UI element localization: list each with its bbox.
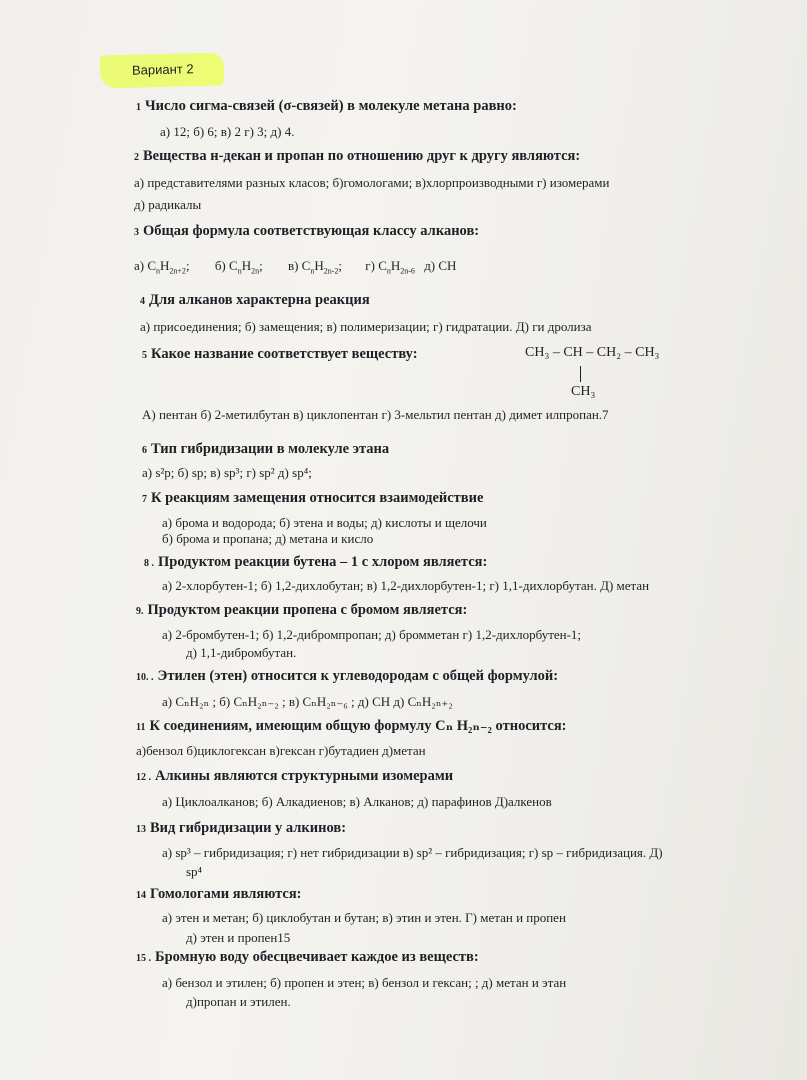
question-text: Вид гибридизации у алкинов: bbox=[150, 820, 347, 836]
question-text: Продуктом реакции пропена с бромом является: bbox=[147, 602, 468, 618]
option-g: г) $C_nH_{2n-6}$ bbox=[365, 258, 415, 276]
question-number: 10. . bbox=[136, 672, 154, 683]
question-number: 15 . bbox=[136, 953, 151, 964]
question-14-options-cont: д) этен и пропен15 bbox=[186, 930, 291, 945]
option-b: б) $C_nH_{2n}$; bbox=[214, 258, 263, 276]
question-number: 3 bbox=[134, 227, 139, 238]
question-text: Гомологами являются: bbox=[150, 886, 302, 902]
question-number: 1 bbox=[136, 102, 141, 113]
question-6-options: а) s²p; б) sp; в) sp³; г) sp² д) sp⁴; bbox=[142, 465, 312, 480]
question-14-options: а) этен и метан; б) циклобутан и бутан; в) этин и этен. Г) метан и пропен bbox=[162, 910, 566, 925]
question-number: 2 bbox=[134, 152, 139, 163]
question-7-options: а) брома и водорода; б) этена и воды; д) кислоты и щелочи bbox=[162, 515, 487, 530]
question-number: 8 . bbox=[144, 558, 154, 569]
variant-label: Вариант 2 bbox=[100, 52, 224, 88]
question-number: 4 bbox=[140, 296, 145, 307]
question-7-title bbox=[142, 490, 483, 507]
question-15-options-cont: д)пропан и этилен. bbox=[186, 994, 291, 1009]
question-10-options: а) CₙH₂ₙ ; б) CₙH₂ₙ₋₂ ; в) CₙH₂ₙ₋₆ ; д) CH д) CₙH₂ₙ₊₂ bbox=[162, 694, 453, 709]
question-11-options: а)бензол б)циклогексан в)гексан г)бутадиен д)метан bbox=[136, 743, 426, 758]
question-text: Вещества н-декан и пропан по отношению друг к другу являются: bbox=[143, 148, 581, 164]
question-5-title bbox=[142, 346, 418, 363]
question-7-options-cont: б) брома и пропана; д) метана и кисло bbox=[162, 531, 374, 546]
option-a: а) $C_nH_{2n+2}$; bbox=[134, 258, 190, 276]
question-text: Алкины являются структурными изомерами bbox=[155, 768, 454, 784]
question-text: Общая формула соответствующая классу алканов: bbox=[143, 223, 480, 239]
question-3-title bbox=[134, 223, 479, 240]
question-9-options-cont: д) 1,1-дибромбутан. bbox=[186, 645, 297, 660]
structural-formula: CH₃ – CH – CH₂ – CH₃ bbox=[525, 345, 660, 360]
question-text: Тип гибридизации в молекуле этана bbox=[151, 441, 390, 457]
question-2-title bbox=[134, 148, 580, 165]
question-14-title bbox=[136, 886, 302, 903]
question-text: Какое название соответствует веществу: bbox=[151, 346, 418, 362]
question-text: К соединениям, имеющим общую формулу Cₙ H₂ₙ₋₂ относится: bbox=[149, 718, 567, 734]
question-13-title bbox=[136, 820, 346, 837]
question-13-options: а) sp³ – гибридизация; г) нет гибридизации в) sp² – гибридизация; г) sp – гибридизация. Д) bbox=[162, 845, 663, 860]
question-text: Продуктом реакции бутена – 1 с хлором является: bbox=[158, 554, 488, 570]
question-9-options: а) 2-бромбутен-1; б) 1,2-дибромпропан; д) бромметан г) 1,2-дихлорбутен-1; bbox=[162, 627, 582, 642]
formula-bond-line bbox=[580, 366, 581, 382]
question-2-options-cont: д) радикалы bbox=[134, 197, 202, 212]
question-number: 11 bbox=[136, 722, 146, 733]
question-15-options: а) бензол и этилен; б) пропен и этен; в) бензол и гексан; ; д) метан и этан bbox=[162, 975, 567, 990]
question-4-title bbox=[140, 292, 370, 309]
question-text: Число сигма-связей (σ-связей) в молекуле метана равно: bbox=[145, 98, 517, 114]
question-number: 9. bbox=[136, 606, 144, 617]
question-4-options: а) присоединения; б) замещения; в) полимеризации; г) гидратации. Д) ги дролиза bbox=[140, 319, 592, 334]
question-8-title bbox=[144, 554, 487, 571]
question-15-title bbox=[136, 949, 479, 966]
question-12-options: а) Циклоалканов; б) Алкадиенов; в) Алканов; д) парафинов Д)алкенов bbox=[162, 794, 552, 809]
question-3-options bbox=[134, 258, 456, 276]
question-8-options: а) 2-хлорбутен-1; б) 1,2-дихлобутан; в) 1,2-дихлорбутен-1; г) 1,1-дихлорбутан. Д) метан bbox=[162, 578, 650, 593]
question-number: 7 bbox=[142, 494, 147, 505]
question-number: 6 bbox=[142, 445, 147, 456]
question-number: 14 bbox=[136, 890, 146, 901]
question-number: 13 bbox=[136, 824, 146, 835]
option-d: д) CH bbox=[424, 258, 457, 273]
question-number: 12 . bbox=[136, 772, 151, 783]
question-9-title bbox=[136, 602, 467, 619]
question-11-title bbox=[136, 717, 567, 735]
question-1-title bbox=[136, 98, 517, 115]
question-13-options-cont: sp⁴ bbox=[186, 864, 203, 879]
question-6-title bbox=[142, 441, 389, 458]
question-12-title bbox=[136, 768, 453, 785]
option-v: в) $C_nH_{2n-2}$; bbox=[287, 258, 343, 276]
question-1-options: а) 12; б) 6; в) 2 г) 3; д) 4. bbox=[160, 124, 295, 139]
question-text: Этилен (этен) относится к углеводородам с общей формулой: bbox=[157, 668, 559, 684]
formula-branch: CH₃ bbox=[571, 384, 596, 399]
question-5-options: А) пентан б) 2-метилбутан в) циклопентан г) 3-мельтил пентан д) димет илпропан.7 bbox=[142, 407, 609, 422]
question-text: Бромную воду обесцвечивает каждое из веществ: bbox=[155, 949, 479, 965]
question-number: 5 bbox=[142, 350, 147, 361]
question-text: Для алканов характерна реакция bbox=[149, 292, 370, 308]
question-text: К реакциям замещения относится взаимодействие bbox=[151, 490, 484, 506]
question-2-options: а) представителями разных класов; б)гомологами; в)хлорпроизводными г) изомерами bbox=[134, 175, 610, 190]
question-10-title bbox=[136, 668, 558, 685]
